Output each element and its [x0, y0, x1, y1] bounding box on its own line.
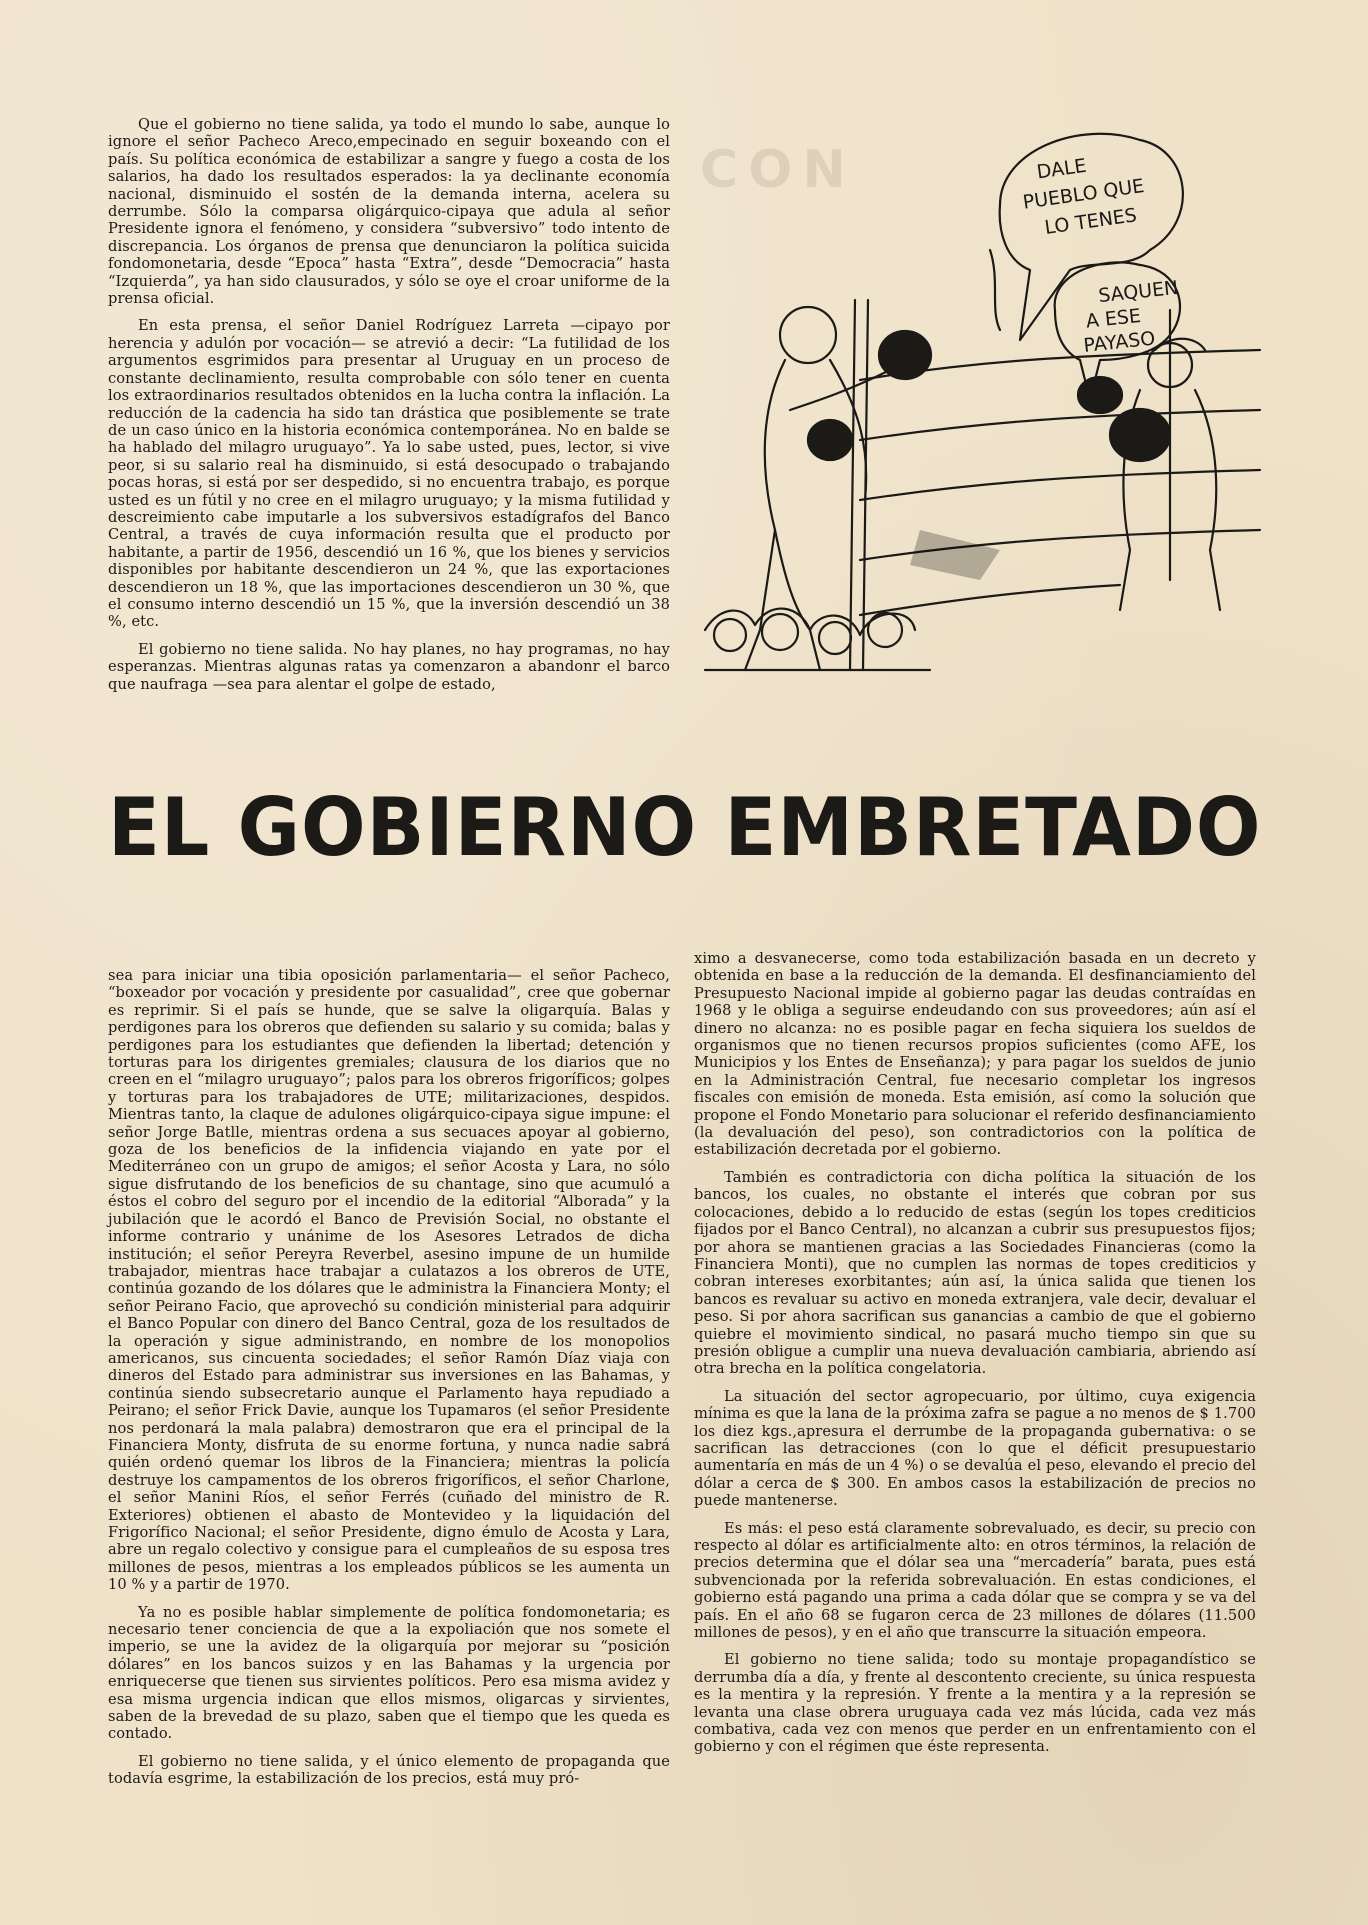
paragraph: Que el gobierno no tiene salida, ya todo el mundo lo sabe, aunque lo ignore el señor Pacheco Areco,empecinado en seguir boxeando con el país. Su política económica de estabilizar a sangre y fuego a costa de los salarios, ha dado los resultados esperados: la ya declinante economía nacional, disminuido el sostén de la demanda interna, acelera su derrumbe. Sólo la comparsa oligárquico-cipaya que adula al señor Presidente ignora el fenómeno, y considera “subversivo” todo intento de discrepancia. Los órganos de prensa que denunciaron la política suicida fondomonetaria, desde “Epoca” hasta “Extra”, desde “Democracia” hasta “Izquierda”, ya han sido clausurados, y sólo se oye el croar uniforme de la prensa oficial. — [108, 116, 670, 308]
paragraph: El gobierno no tiene salida, y el único elemento de propaganda que todavía esgrime, la estabilización de los precios, está muy pró- — [108, 1752, 670, 1788]
bubble-2-line-3: PAYASO — [1082, 327, 1157, 357]
bubble-1-line-3: LO TENES — [1043, 204, 1139, 239]
headline: EL GOBIERNO EMBRETADO — [108, 781, 1262, 874]
paragraph: En esta prensa, el señor Daniel Rodríguez Larreta —cipayo por herencia y adulón por vocación— se atrevió a decir: “La futilidad de los argumentos esgrimidos para presentar al Uruguay en un proceso de constante declinamiento, resulta comprobable con sólo tener en cuenta los extraordinarios resultados obtenidos en la lucha contra la inflación. La reducción de la cadencia ha sido tan drástica que posiblemente se trate de un caso único en la historia económica contemporánea. No en balde se ha hablado del milagro uruguayo”. Ya lo sabe usted, pues, lector, si vive peor, si su salario real ha disminuido, si está desocupado o trabajando pocas horas, si está por ser despedido, si no encuentra trabajo, es porque usted es un fútil y no cree en el milagro uruguayo; y la misma futilidad y descreimiento cabe imputarle a los subversivos estadígrafos del Banco Central, a través de cuya información resulta que el producto por habitante, a partir de 1956, descendió un 16 %, que los bienes y servicios disponibles por habitante descendieron un 24 %, que las exportaciones descendieron un 18 %, que las importaciones descendieron un 30 %, que el consumo interno descendió un 15 %, que la inversión descendió un 38 %, etc. — [108, 317, 670, 631]
bleed-through-text: CON — [700, 140, 856, 200]
top-column — [108, 116, 670, 703]
paragraph: Ya no es posible hablar simplemente de política fondomonetaria; es necesario tener conciencia de que a la expoliación que nos somete el imperio, se une la avidez de la oligarquía por mejorar su “posición dólares” en los bancos suizos y en las Bahamas y la urgencia por enriquecerse que tienen sus sirvientes políticos. Pero esa misma avidez y esa misma urgencia indican que ellos mismos, oligarcas y sirvientes, saben de la brevedad de su plazo, saben que el tiempo que les queda es contado. — [108, 1603, 670, 1743]
bubble-2-line-2: A ESE — [1084, 304, 1142, 333]
paragraph: El gobierno no tiene salida. No hay planes, no hay programas, no hay esperanzas. Mientras algunas ratas ya comenzaron a abandonr el barco que naufraga —sea para alentar el golpe de estado, — [108, 640, 670, 693]
bubble-2-line-1: SAQUEN — [1097, 276, 1180, 308]
paragraph: También es contradictoria con dicha política la situación de los bancos, los cuales, no obstante el interés que cobran por sus colocaciones, debido a lo reducido de estas (según los topes crediticios fijados por el Banco Central), no alcanzan a cubrir sus presupuestos fijos; por ahora se mantienen gracias a las Sociedades Financieras (como la Financiera Monti), que no cumplen las normas de topes crediticios y cobran intereses exorbitantes; aún así, la única salida que tienen los bancos es revaluar su activo en moneda extranjera, vale decir, devaluar el peso. Si por ahora sacrifican sus ganancias a cambio de que el gobierno quiebre el movimiento sindical, no pasará mucho tiempo sin que su presión obligue a cumplir una nueva devaluación cambiaria, abriendo así otra brecha en la política congelatoria. — [694, 1168, 1256, 1378]
boxing-cartoon — [700, 110, 1280, 695]
glove-3 — [1110, 409, 1170, 461]
glove-2 — [808, 420, 852, 460]
paragraph: El gobierno no tiene salida; todo su montaje propagandístico se derrumba día a día, y frente al descontento creciente, su única respuesta es la mentira y la represión. Y frente a la mentira y a la represión se levanta una clase obrera uruguaya cada vez más lúcida, cada vez más combativa, cada vez con menos que perder en un enfrentamiento con el gobierno y con el régimen que éste representa. — [694, 1651, 1256, 1756]
ring-post-left — [850, 300, 855, 670]
bubble-1-line-2: PUEBLO QUE — [1021, 174, 1146, 214]
paragraph: ximo a desvanecerse, como toda estabilización basada en un decreto y obtenida en base a la reducción de la demanda. El desfinanciamiento del Presupuesto Nacional impide al gobierno pagar las deudas contraídas en 1968 y le obliga a seguirse endeudando con sus proveedores; aún así el dinero no alcanza: no es posible pagar en fecha siquiera los sueldos de organismos que no tienen recursos propios suficientes (como AFE, los Municipios y los Entes de Enseñanza); y para pagar los sueldos de junio en la Administración Central, fue necesario completar los ingresos fiscales con emisión de moneda. Esta emisión, así como la solución que propone el Fondo Monetario para solucionar el referido desfinanciamiento (la devaluación del peso), son contradictorios con la política de estabilización decretada por el gobierno. — [694, 950, 1256, 1159]
paragraph: sea para iniciar una tibia oposición parlamentaria— el señor Pacheco, “boxeador por vocación y presidente por casualidad”, cree que gobernar es reprimir. Si el país se hunde, que se salve la oligarquía. Balas y perdigones para los obreros que defienden su salario y su comida; balas y perdigones para los estudiantes que defienden la libertad; detención y torturas para los dirigentes gremiales; clausura de los diarios que no creen en el “milagro uruguayo”; palos para los obreros frigoríficos; golpes y torturas para los trabajadores de UTE; militarizaciones, despidos. Mientras tanto, la claque de adulones oligárquico-cipaya sigue impune: el señor Jorge Batlle, mientras ordena a sus secuaces apoyar al gobierno, goza de los beneficios de la infidencia viajando en yate por el Mediterráneo con un grupo de amigos; el señor Acosta y Lara, no sólo sigue disfrutando de los beneficios de su chantage, sino que acumuló a éstos el cobro del seguro por el incendio de la editorial “Alborada” y la jubilación que le acordó el Banco de Previsión Social, no obstante el informe contrario y unánime de los Asesores Letrados de dicha institución; el señor Pereyra Reverbel, asesino impune de un humilde trabajador, mientras hace trabajar a culatazos a los obreros de UTE, continúa gozando de los dólares que le administra la Financiera Monty; el señor Peirano Facio, que aprovechó su condición ministerial para adquirir el Banco Popular con dinero del Banco Central, goza de los resultados de la operación y sigue administrando, en nombre de los monopolios americanos, sus cincuenta sociedades; el señor Ramón Díaz viaja con dineros del Estado para administrar sus inversiones en las Bahamas, y continúa siendo subsecretario aunque el Parlamento haya repudiado a Peirano; el señor Frick Davie, aunque los Tupamaros (el señor Presidente nos perdonará la mala palabra) demostraron que era el principal de la Financiera Monty, disfruta de su enorme fortuna, y nunca nadie sabrá quién ordenó quemar los libros de la Financiera; mientras la policía destruye los campamentos de los obreros frigoríficos, el señor Charlone, el señor Manini Ríos, el señor Ferrés (cuñado del ministro de R. Exteriores) obtienen el abasto de Montevideo y la liquidación del Frigorífico Nacional; el señor Presidente, digno émulo de Acosta y Lara, abre un regalo colectivo y consigue para el cumpleaños de su esposa tres millones de pesos, mientras a los empleados públicos se les aumenta un 10 % y a partir de 1970. — [108, 967, 670, 1594]
paragraph: Es más: el peso está claramente sobrevaluado, es decir, su precio con respecto al dólar es artificialmente alto: en otros términos, la relación de precios determina que el dólar sea una “mercadería” barata, pues está subvencionada por la referida sobrevaluación. En estas condiciones, el gobierno está pagando una prima a cada dólar que se compra y se va del país. En el año 68 se fugaron cerca de 23 millones de dólares (11.500 millones de pesos), y en el año que transcurre la situación empeora. — [694, 1519, 1256, 1642]
glove-1 — [879, 331, 931, 379]
right-column — [694, 950, 1256, 1766]
paragraph: La situación del sector agropecuario, por último, cuya exigencia mínima es que la lana de la próxima zafra se pague a no menos de $ 1.700 los diez kgs.,apresura el derrumbe de la propaganda gubernativa: o se sacrifican las detracciones (con lo que el déficit presupuestario aumentaría en más de un 4 %) o se devalúa el peso, elevando el precio del dólar a cerca de $ 300. En ambos casos la estabilización de precios no puede mantenerse. — [694, 1387, 1256, 1510]
left-column — [108, 967, 670, 1798]
bubble-1-line-1: DALE — [1035, 154, 1088, 184]
boxer-left-head — [780, 307, 836, 363]
glove-4 — [1078, 377, 1122, 413]
